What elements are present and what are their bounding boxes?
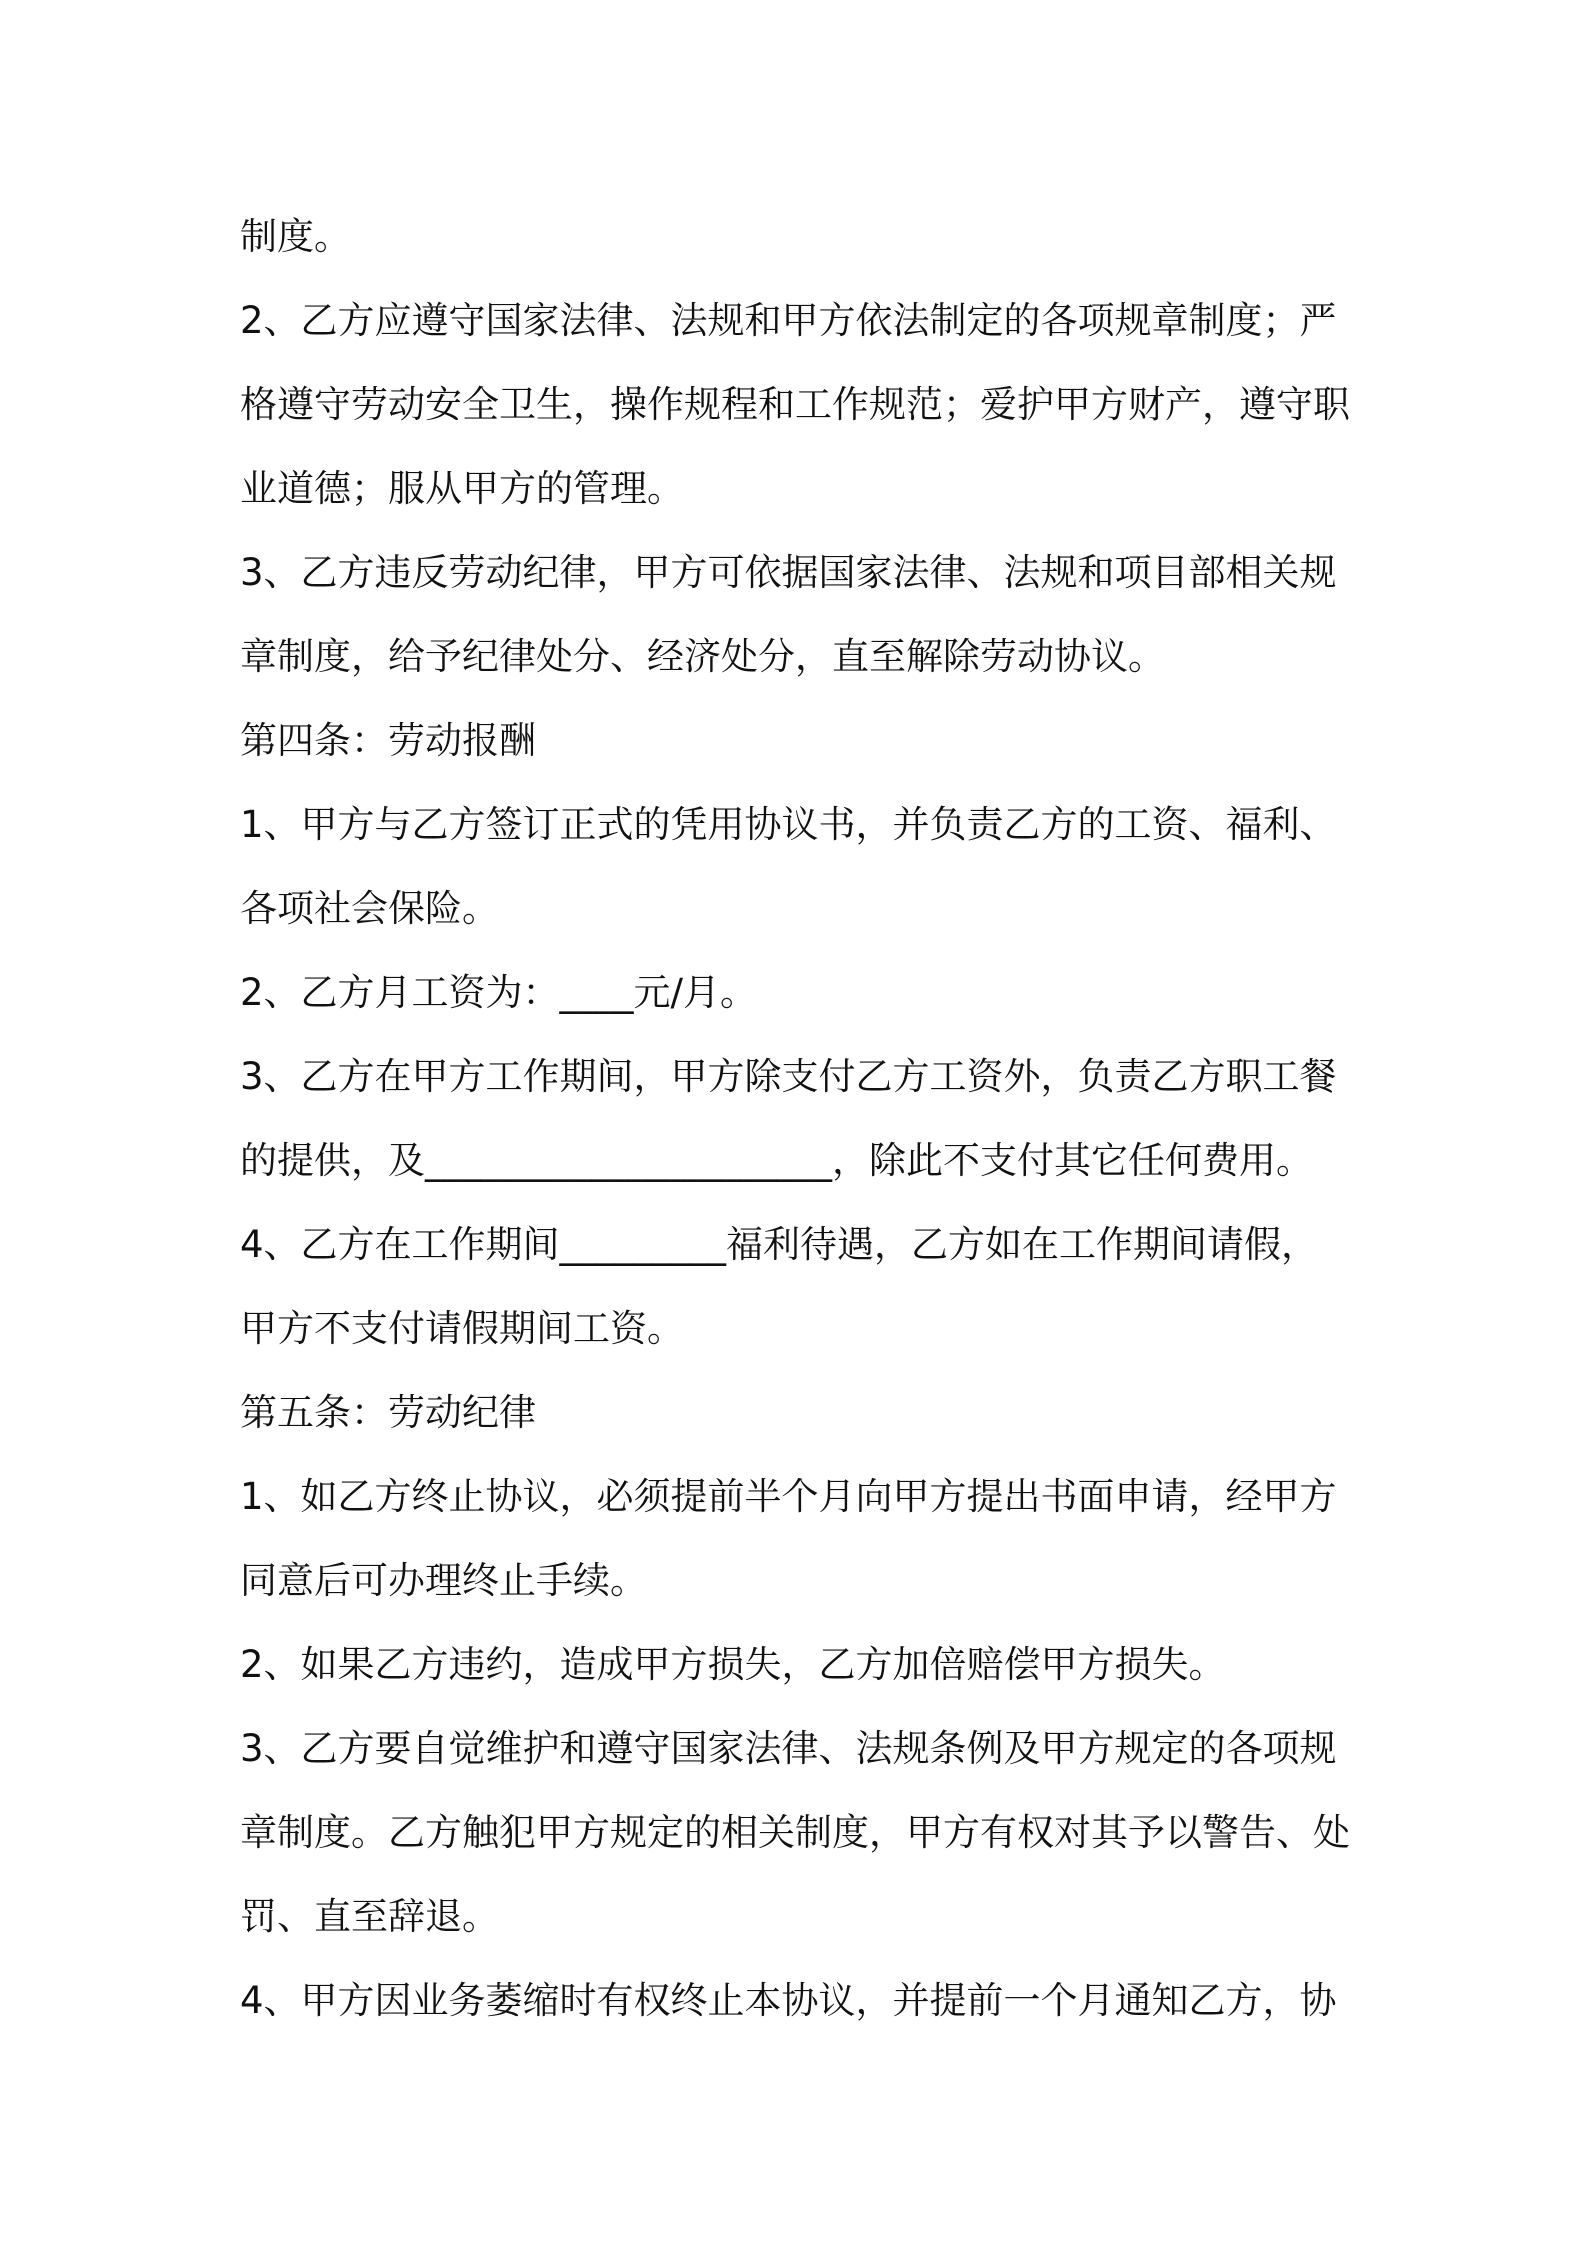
text-line: 2、如果乙方违约，造成甲方损失，乙方加倍赔偿甲方损失。 — [240, 1643, 1226, 1686]
text-line: 2、乙方应遵守国家法律、法规和甲方依法制定的各项规章制度；严 — [240, 299, 1337, 342]
text-line: 3、乙方要自觉维护和遵守国家法律、法规条例及甲方规定的各项规 — [240, 1727, 1337, 1770]
text-line: 1、如乙方终止协议，必须提前半个月向甲方提出书面申请，经甲方 — [240, 1475, 1337, 1518]
text-line: 同意后可办理终止手续。 — [240, 1559, 647, 1602]
text-line: 章制度。乙方触犯甲方规定的相关制度，甲方有权对其予以警告、处 — [240, 1811, 1350, 1854]
document-body — [240, 195, 1360, 2043]
text-line: 各项社会保险。 — [240, 887, 499, 930]
text-line: 罚、直至辞退。 — [240, 1895, 499, 1938]
text-line: 格遵守劳动安全卫生，操作规程和工作规范；爱护甲方财产，遵守职 — [240, 383, 1350, 426]
text-line: 1、甲方与乙方签订正式的凭用协议书，并负责乙方的工资、福利、 — [240, 803, 1337, 846]
text-line: 制度。 — [240, 215, 351, 258]
section-heading: 第四条：劳动报酬 — [240, 719, 536, 762]
section-heading: 第五条：劳动纪律 — [240, 1391, 536, 1434]
text-line: 4、甲方因业务萎缩时有权终止本协议，并提前一个月通知乙方，协 — [240, 1979, 1337, 2022]
text-line: 3、乙方违反劳动纪律，甲方可依据国家法律、法规和项目部相关规 — [240, 551, 1337, 594]
text-line: 2、乙方月工资为：____元/月。 — [240, 971, 758, 1014]
text-line: 的提供，及______________________，除此不支付其它任何费用。 — [240, 1139, 1313, 1182]
text-line: 4、乙方在工作期间_________福利待遇，乙方如在工作期间请假， — [240, 1223, 1319, 1266]
text-line: 甲方不支付请假期间工资。 — [240, 1307, 684, 1350]
text-line: 业道德；服从甲方的管理。 — [240, 467, 684, 510]
text-line: 章制度，给予纪律处分、经济处分，直至解除劳动协议。 — [240, 635, 1165, 678]
text-line: 3、乙方在甲方工作期间，甲方除支付乙方工资外，负责乙方职工餐 — [240, 1055, 1337, 1098]
